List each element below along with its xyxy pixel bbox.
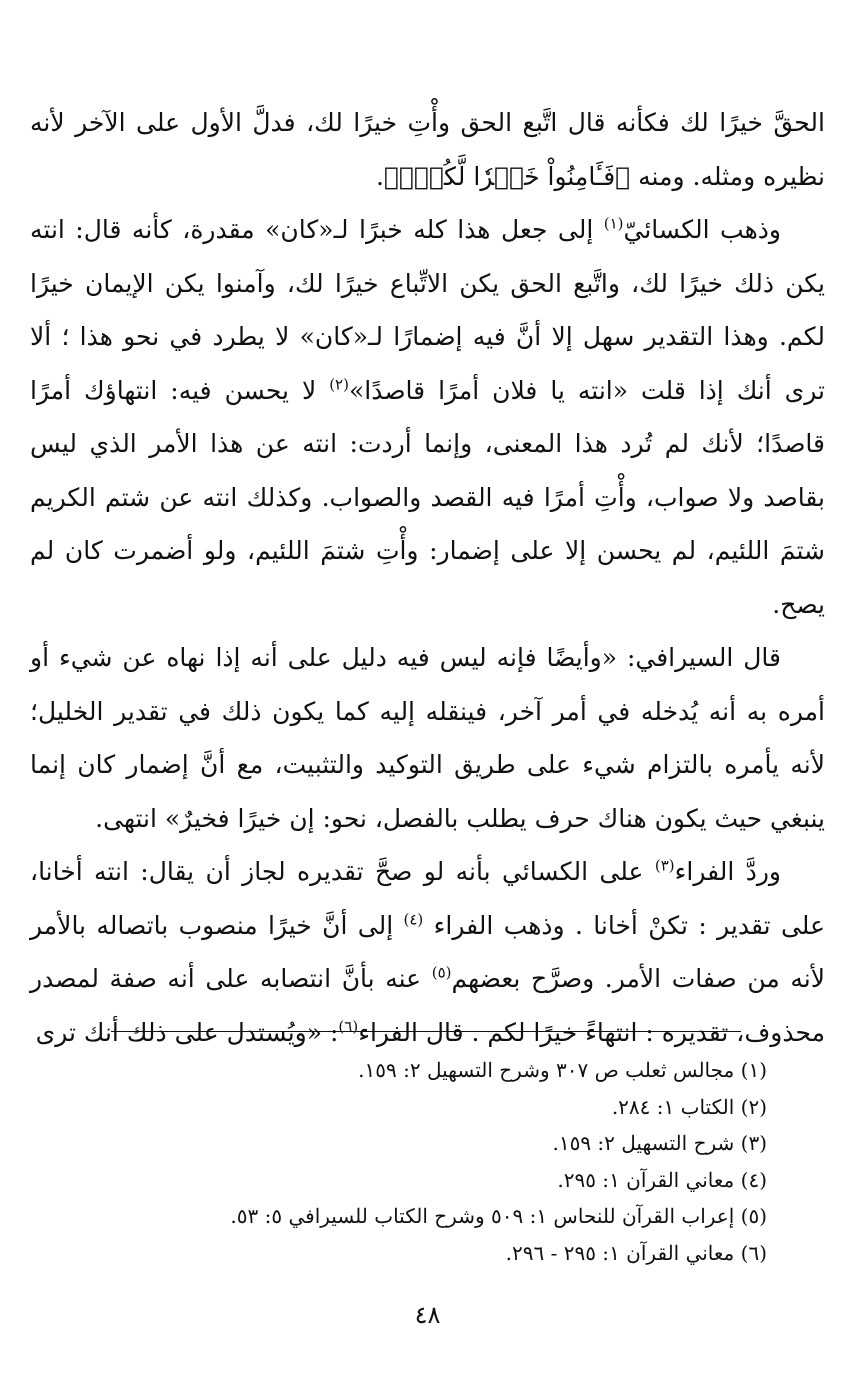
footnote-ref-5: (٥)	[431, 963, 452, 982]
footnote-3: (٣) شرح التسهيل ٢: ١٥٩.	[552, 1131, 767, 1155]
paragraph-3: قال السيرافي: «وأيضًا فإنه ليس فيه دليل على أنه إذا نهاه عن شيء أو أمره به أنه يُدخله في أمر آخر، فينقله إليه كما يكون ذلك في تقدير الخليل؛ لأنه يأمره بالتزام شيء على طريق التوكيد والتثبيت، مع أنَّ إضمار كان إنما ينبغي حيث يكون هناك حرف يطلب بالفصل، نحو: إن خيرًا فخيرٌ» انتهى.	[30, 643, 825, 833]
footnote-separator	[111, 1031, 741, 1032]
paragraph-1: الحقَّ خيرًا لك فكأنه قال اتَّبع الحق وأْتِ خيرًا لك، فدلَّ الأول على الآخر لأنه نظيره ومثله. ومنه ﴿فَـَٔامِنُواْ خَيۡرٗا لَّكُمۡۚ﴾.	[30, 108, 825, 191]
footnote-ref-1: (١)	[603, 214, 624, 233]
footnote-4: (٤) معاني القرآن ١: ٢٩٥.	[557, 1167, 767, 1192]
footnotes	[60, 1052, 767, 1271]
paragraph-2	[30, 203, 825, 631]
footnote-1: (١) مجالس ثعلب ص ٣٠٧ وشرح التسهيل ٢: ١٥٩.	[358, 1058, 767, 1082]
p4-text-c: إلى أنَّ خيرًا منصوب باتصاله بالأمر لأنه من صفات الأمر. وصرَّح بعضهم	[30, 910, 826, 993]
footnote-5: (٥) إعراب القرآن للنحاس ١: ٥٠٩ وشرح الكتاب للسيرافي ٥: ٥٣.	[230, 1204, 767, 1228]
paragraph-4	[30, 845, 825, 1059]
footnote-ref-6: (٦)	[338, 1017, 359, 1036]
footnote-6: (٦) معاني القرآن ١: ٢٩٥ - ٢٩٦.	[505, 1240, 767, 1265]
main-text	[30, 96, 825, 1059]
footnote-ref-2: (٢)	[329, 375, 349, 394]
p4-text-e: : «ويُستدل على ذلك أنك ترى	[35, 1017, 339, 1047]
p4-text-b: على الكسائي بأنه لو صحَّ تقديره لجاز أن يقال: انته أخانا، على تقدير : تكنْ أخانا . وذهب الفراء	[30, 857, 826, 940]
p4-text-a: وردَّ الفراء	[674, 857, 781, 886]
footnote-ref-3: (٣)	[654, 856, 675, 875]
p2-text-a: وذهب الكسائيّ	[623, 215, 781, 244]
footnote-2: (٢) الكتاب ١: ٢٨٤.	[611, 1094, 767, 1119]
p2-text-b: إلى جعل هذا كله خبرًا لـ«كان» مقدرة، كأنه قال: انته يكن ذلك خيرًا لك، واتَّبع الحق يكن الاتِّباع خيرًا لك، وآمنوا يكن الإيمان خيرًا لكم. وهذا التقدير سهل إلا أنَّ فيه إضمارًا لـ«كان» لا يطرد في نحو هذا ؛ ألا ترى أنك إذا قلت «انته يا فلان أمرًا قاصدًا»	[30, 215, 825, 405]
p4-text-d: عنه بأنَّ انتصابه على أنه صفة لمصدر محذوف، تقديره : انتهاءً خيرًا لكم . قال الفراء	[30, 964, 825, 1047]
page-number: ٤٨	[414, 1301, 441, 1329]
footnote-ref-4: (٤)	[403, 910, 424, 929]
p2-text-c: لا يحسن فيه: انتهاؤك أمرًا قاصدًا؛ لأنك لم تُرد هذا المعنى، وإنما أردت: انته عن هذا الأمر الذي ليس بقاصد ولا صواب، وأْتِ أمرًا فيه القصد والصواب. وكذلك انته عن شتم الكريم شتمَ اللئيم، لم يحسن إلا على إضمار: وأْتِ شتمَ اللئيم، ولو أضمرت كان لم يصح.	[30, 375, 825, 619]
